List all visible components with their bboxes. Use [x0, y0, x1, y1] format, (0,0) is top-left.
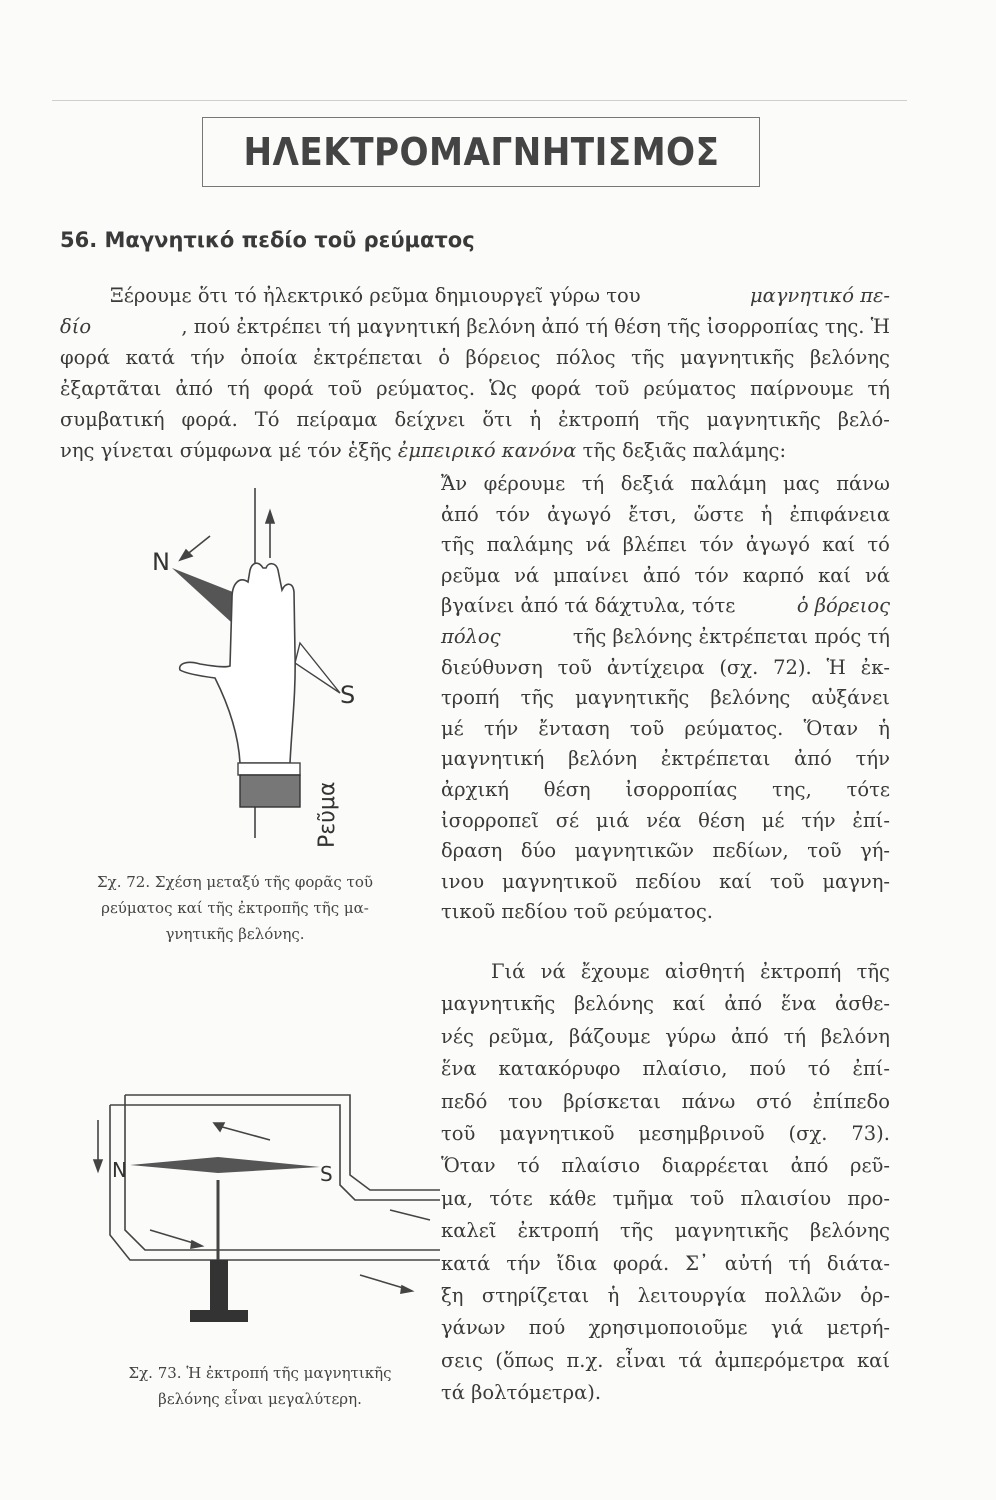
word: τοῦ [807, 839, 842, 863]
text-line [441, 1219, 890, 1242]
word: γιά [770, 1316, 804, 1340]
word: ἐκτροπή [517, 1219, 599, 1243]
word: του [508, 1089, 543, 1113]
word: καί [672, 992, 706, 1016]
chapter-title-box [202, 117, 760, 187]
word: 72). [773, 655, 812, 679]
text-segment: Γιά [491, 960, 526, 983]
text-line [441, 1381, 890, 1404]
word: τό [517, 1154, 540, 1178]
word: ἐκτρέπεται [660, 747, 771, 771]
word: τόν [694, 563, 729, 587]
word: πλαίσιο, [642, 1057, 728, 1081]
text-segment: γάνων [441, 1316, 506, 1340]
word: διάτα- [826, 1251, 890, 1275]
word: τό [807, 1057, 831, 1081]
word: ἕνα [780, 992, 817, 1016]
word: ἰσορροπίας [625, 778, 738, 801]
shirt-cuff [238, 763, 300, 775]
word: κατά [125, 346, 175, 369]
word: τοῦ [770, 869, 805, 893]
text-line [441, 1090, 890, 1113]
word: καί [719, 869, 753, 893]
word: τῆς [856, 960, 890, 983]
word: τήν [801, 808, 836, 832]
figure-72-caption [70, 869, 400, 947]
word: δύο [520, 839, 557, 863]
word: πλαισίου [740, 1186, 832, 1210]
text-line [441, 1057, 890, 1080]
text-segment: τῆς δεξιᾶς παλάμης: [576, 439, 787, 462]
word: στό [756, 1089, 792, 1113]
text-line [441, 564, 890, 587]
word: μαγνητικῶν [574, 839, 695, 863]
word: καί [822, 533, 856, 557]
text-line [441, 1349, 890, 1372]
word: βρίσκεται [563, 1089, 661, 1113]
text-segment: συμβατική [60, 408, 165, 431]
word: ρεῦμα, [488, 1024, 555, 1048]
word: βόρειος [465, 346, 541, 369]
word: μας [782, 472, 820, 495]
text-segment: σεις [441, 1348, 483, 1372]
italic-text: ὁ βόρειος [796, 594, 890, 618]
word: τῆς [631, 346, 665, 369]
word: πείραμα [296, 408, 378, 431]
word: Ὡς [489, 377, 517, 400]
word: ἐπίπεδο [812, 1089, 890, 1113]
word: μέ [761, 808, 785, 832]
word: χρησιμοποιοῦμε [588, 1316, 748, 1340]
word: πάνω [681, 1089, 736, 1113]
word: νά [585, 533, 611, 557]
word: βελό- [837, 408, 890, 431]
needle-south [295, 643, 340, 693]
word: στηρίζεται [481, 1284, 590, 1307]
text-line [441, 625, 890, 648]
text-line [441, 503, 890, 526]
caption-line: γνητικῆς βελόνης. [165, 925, 305, 943]
text-segment: τροπή [441, 686, 500, 710]
word: (σχ. [719, 655, 759, 679]
text-line [60, 346, 890, 369]
text-segment: φορά [60, 346, 111, 369]
word: παλάμη [690, 472, 767, 495]
word: φορά [263, 377, 314, 400]
word: φορά. [612, 1251, 670, 1275]
word: δεξιά [620, 472, 675, 495]
word: καί [818, 563, 852, 587]
text-segment: βγαίνει ἀπό τά δάχτυλα, τότε [441, 594, 742, 618]
italic-text: ἐμπειρικό κανόνα [397, 439, 577, 462]
word: διαρρέεται [661, 1154, 769, 1178]
word: Τό [254, 408, 280, 431]
word: μαγνητικῆς [575, 686, 690, 710]
word: νά [540, 960, 566, 983]
word: πάνω [836, 472, 890, 495]
word: μιά [595, 808, 630, 832]
word: τόν [699, 533, 734, 557]
text-line [441, 1154, 890, 1177]
text-line [441, 992, 890, 1015]
text-line [441, 839, 890, 862]
text-segment: ἰσορροπεῖ [441, 808, 539, 832]
word: φέρουμε [483, 472, 566, 495]
word: τῆς [656, 408, 690, 431]
word: βελόνης [710, 686, 791, 710]
word: (σχ. [788, 1122, 828, 1145]
word: πεδίων, [712, 839, 789, 863]
word: τότε [846, 778, 890, 801]
word: ἐπί- [852, 1057, 890, 1081]
word: ἀντίχειρα [606, 655, 705, 679]
text-segment: ρεῦμα [441, 563, 501, 587]
word: τοῦ [689, 1186, 725, 1210]
word: πού [528, 1316, 566, 1340]
word: μεσημβρινοῦ [638, 1122, 765, 1145]
word: ἡ [878, 716, 890, 740]
italic-text: πόλος [441, 625, 501, 648]
word: αὐτή [724, 1251, 773, 1275]
word: πολλῶν [764, 1284, 842, 1307]
word: ἐκτροπή [558, 408, 640, 431]
word: ρεῦ- [849, 1154, 890, 1178]
word: βελόνη [568, 747, 638, 771]
word: τήν [506, 1251, 541, 1275]
word: τότε [489, 1186, 533, 1210]
word: τοῦ [327, 377, 363, 400]
caption-line: βελόνης εἶναι μεγαλύτερη. [158, 1390, 362, 1408]
text-segment: μα, [441, 1186, 474, 1210]
word: παίρνουμε [750, 377, 854, 400]
word: μαγνη- [822, 869, 890, 893]
word: πεδίου [635, 869, 702, 893]
text-line [441, 747, 890, 770]
word: ἀπό [790, 1154, 829, 1178]
text-segment: νης γίνεται σύμφωνα μέ τόν ἑξῆς [60, 439, 398, 462]
caption-line: Σχ. 73. Ἡ ἐκτροπή τῆς μαγνητικῆς [128, 1364, 392, 1382]
text-segment: ξη [441, 1284, 464, 1307]
word: αὐξάνει [811, 686, 890, 710]
text-line [441, 717, 890, 740]
word: π.χ. [566, 1348, 604, 1372]
word: θέση [698, 808, 745, 832]
word: τό [867, 533, 890, 557]
word: θέση [543, 778, 591, 801]
word: μαγνητικοῦ [502, 869, 618, 893]
word: ρεύματος. [684, 716, 784, 740]
word: τήν [855, 747, 890, 771]
text-segment: κατά [441, 1251, 491, 1275]
text-line [60, 284, 890, 307]
word: βελόνης [810, 346, 890, 369]
word: προ- [847, 1186, 890, 1210]
stand-base [210, 1260, 228, 1310]
figure-72-hand-rule [100, 478, 430, 858]
word: βάζουμε [569, 1024, 651, 1048]
word: καί [856, 1348, 890, 1372]
word: κάθε [549, 1186, 597, 1210]
word: ἔχουμε [580, 960, 650, 983]
word: πλαίσιο [561, 1154, 641, 1178]
text-segment: Ὅταν [441, 1154, 496, 1178]
sleeve [240, 775, 300, 807]
word: ἀπό [642, 563, 681, 587]
caption-line: Σχ. 72. Σχέση μεταξύ τῆς φορᾶς τοῦ [97, 873, 373, 891]
text-line [441, 778, 890, 801]
text-segment: μαγνητικῆς [441, 992, 556, 1016]
word: τόν [495, 502, 531, 526]
word: μαγνητικῆς [680, 346, 795, 369]
word: δείχνει [394, 408, 466, 431]
text-line [60, 439, 890, 462]
text-segment: Ἄν [441, 472, 468, 495]
word: αἰσθητή [664, 960, 745, 983]
word: τή [867, 377, 890, 400]
word: τοῦ [595, 377, 630, 400]
text-segment: καλεῖ [441, 1219, 497, 1243]
figure-73-caption [100, 1360, 420, 1412]
word: ἡ [529, 408, 542, 431]
text-line [441, 870, 890, 893]
word: ἀπό [175, 377, 214, 400]
word: τῆς [620, 1219, 654, 1243]
word: ἡ [760, 502, 773, 526]
text-line [441, 1252, 890, 1275]
word: μπαίνει [553, 563, 629, 587]
word: εἶναι [615, 1348, 667, 1372]
word: ὅτι [482, 408, 513, 431]
text-segment: τῆς [441, 533, 475, 557]
word: τή [227, 377, 250, 400]
word: πόλος [556, 346, 616, 369]
word: πού [749, 1057, 786, 1081]
word: ὥστε [693, 502, 744, 526]
text-line [60, 315, 890, 338]
word: 73). [851, 1122, 890, 1145]
word: φορά. [181, 408, 238, 431]
word: ἔτσι, [628, 502, 677, 526]
word: ρεύματος. [376, 377, 476, 400]
word: βελόνης [573, 992, 654, 1016]
word: ἡ [607, 1284, 620, 1307]
word: ὀρ- [860, 1284, 890, 1307]
word: γύρω [665, 1024, 717, 1048]
text-segment: τικοῦ πεδίου τοῦ ρεύματος. [441, 900, 714, 924]
caption-line: ρεύματος καί τῆς ἐκτροπῆς τῆς μα- [101, 899, 369, 917]
word: λειτουργία [637, 1284, 747, 1307]
text-segment: πεδό [441, 1089, 488, 1113]
text-line [441, 1284, 890, 1307]
label-s: S [320, 1162, 333, 1186]
word: Ἡ [826, 655, 846, 679]
word: ἀγωγό [547, 502, 612, 526]
text-line [441, 686, 890, 709]
text-segment: δραση [441, 839, 503, 863]
word: σέ [555, 808, 580, 832]
text-segment: μέ [441, 716, 464, 740]
word: ἔνταση [538, 716, 610, 740]
text-line [60, 408, 890, 431]
text-line [441, 1316, 890, 1339]
label-n: N [112, 1158, 127, 1182]
text-segment: ἐξαρτᾶται [60, 377, 162, 400]
section-heading: 56. Μαγνητικό πεδίο τοῦ ρεύματος [60, 228, 475, 252]
text-segment: τῆς βελόνης ἐκτρέπεται πρός τή [566, 625, 890, 648]
word: μαγνητικοῦ [499, 1122, 615, 1145]
text-segment: Ξέρουμε ὅτι τό ἠλεκτρικό ρεῦμα δημιουργεῖ γύρω του [110, 284, 647, 307]
label-current: Ρεῦμα [315, 781, 340, 848]
word: ἀπό [731, 1024, 769, 1048]
word: ἀπό [794, 747, 832, 771]
word: γή- [860, 839, 890, 863]
word: ὁ [438, 346, 450, 369]
text-segment: ινου [441, 869, 485, 893]
hand-icon [180, 563, 295, 763]
word: ἴδια [556, 1251, 597, 1275]
text-line [441, 809, 890, 832]
word: ἐκτρέπεται [313, 346, 423, 369]
word: ἀπό [724, 992, 763, 1016]
word: νά [514, 563, 540, 587]
word: τῆς [520, 686, 554, 710]
text-segment: τά βολτόμετρα). [441, 1381, 602, 1405]
text-segment: μαγνητική [441, 747, 545, 771]
word: κατακόρυφο [498, 1057, 621, 1081]
needle [130, 1157, 320, 1173]
word: βελόνης [810, 1219, 890, 1243]
text-line [441, 656, 890, 679]
text-line [60, 377, 890, 400]
word: μαγνητικῆς [674, 1219, 789, 1243]
word: νά [864, 563, 890, 587]
text-segment: διεύθυνση [441, 655, 543, 679]
word: ρεύματος [643, 377, 737, 400]
label-n: N [152, 548, 170, 576]
text-line [441, 1187, 890, 1210]
italic-text: μαγνητικό πε- [749, 284, 890, 307]
word: ἀσθε- [835, 992, 890, 1016]
word: τμῆμα [612, 1186, 674, 1210]
word: ἀμπερόμετρα [714, 1348, 845, 1372]
word: (ὅπως [495, 1348, 555, 1372]
text-line [441, 960, 890, 983]
word: τήν [190, 346, 225, 369]
text-segment: ἀπό [441, 502, 479, 526]
header-rule [52, 100, 907, 101]
text-line [441, 1122, 890, 1145]
word: ὁποία [240, 346, 298, 369]
word: βλέπει [622, 533, 688, 557]
word: τοῦ [629, 716, 665, 740]
word: Σ᾽ [685, 1251, 709, 1275]
chapter-title: ΗΛΕΚΤΡΟΜΑΓΝΗΤΙΣΜΟΣ [243, 130, 719, 174]
italic-text: δίο [60, 315, 92, 338]
word: καρπό [742, 563, 805, 587]
word: της, [772, 778, 812, 801]
word: τή [788, 1251, 811, 1275]
text-segment: νές [441, 1024, 474, 1048]
text-segment: , πού ἐκτρέπει τή μαγνητική βελόνη ἀπό τή θέση τῆς ἰσορροπίας της. Ἡ [181, 315, 890, 338]
word: ἐκ- [860, 655, 890, 679]
word: φορά [530, 377, 581, 400]
word: τή [783, 1024, 807, 1048]
word: τοῦ [557, 655, 593, 679]
figure-73-needle-frame [90, 1085, 450, 1345]
text-segment: ἕνα [441, 1057, 477, 1081]
word: ἐπιφάνεια [789, 502, 890, 526]
word: ἐπί- [852, 808, 890, 832]
word: Ὅταν [803, 716, 859, 740]
word: ἐκτροπή [760, 960, 842, 983]
word: ἀγωγό [745, 533, 810, 557]
word: μετρή- [826, 1316, 890, 1340]
word: τά [678, 1348, 703, 1372]
word: τή [581, 472, 605, 495]
label-s: S [340, 681, 356, 709]
word: παλάμης [486, 533, 574, 557]
text-segment: τοῦ [441, 1122, 476, 1145]
text-line [441, 472, 890, 495]
word: βελόνη [820, 1024, 890, 1048]
text-line [441, 533, 890, 556]
text-segment: ἀρχική [441, 778, 509, 801]
word: νέα [646, 808, 682, 832]
text-line [441, 594, 890, 617]
word: τήν [483, 716, 519, 740]
text-line [441, 900, 890, 923]
text-line [441, 1025, 890, 1048]
word: μαγνητικῆς [706, 408, 821, 431]
